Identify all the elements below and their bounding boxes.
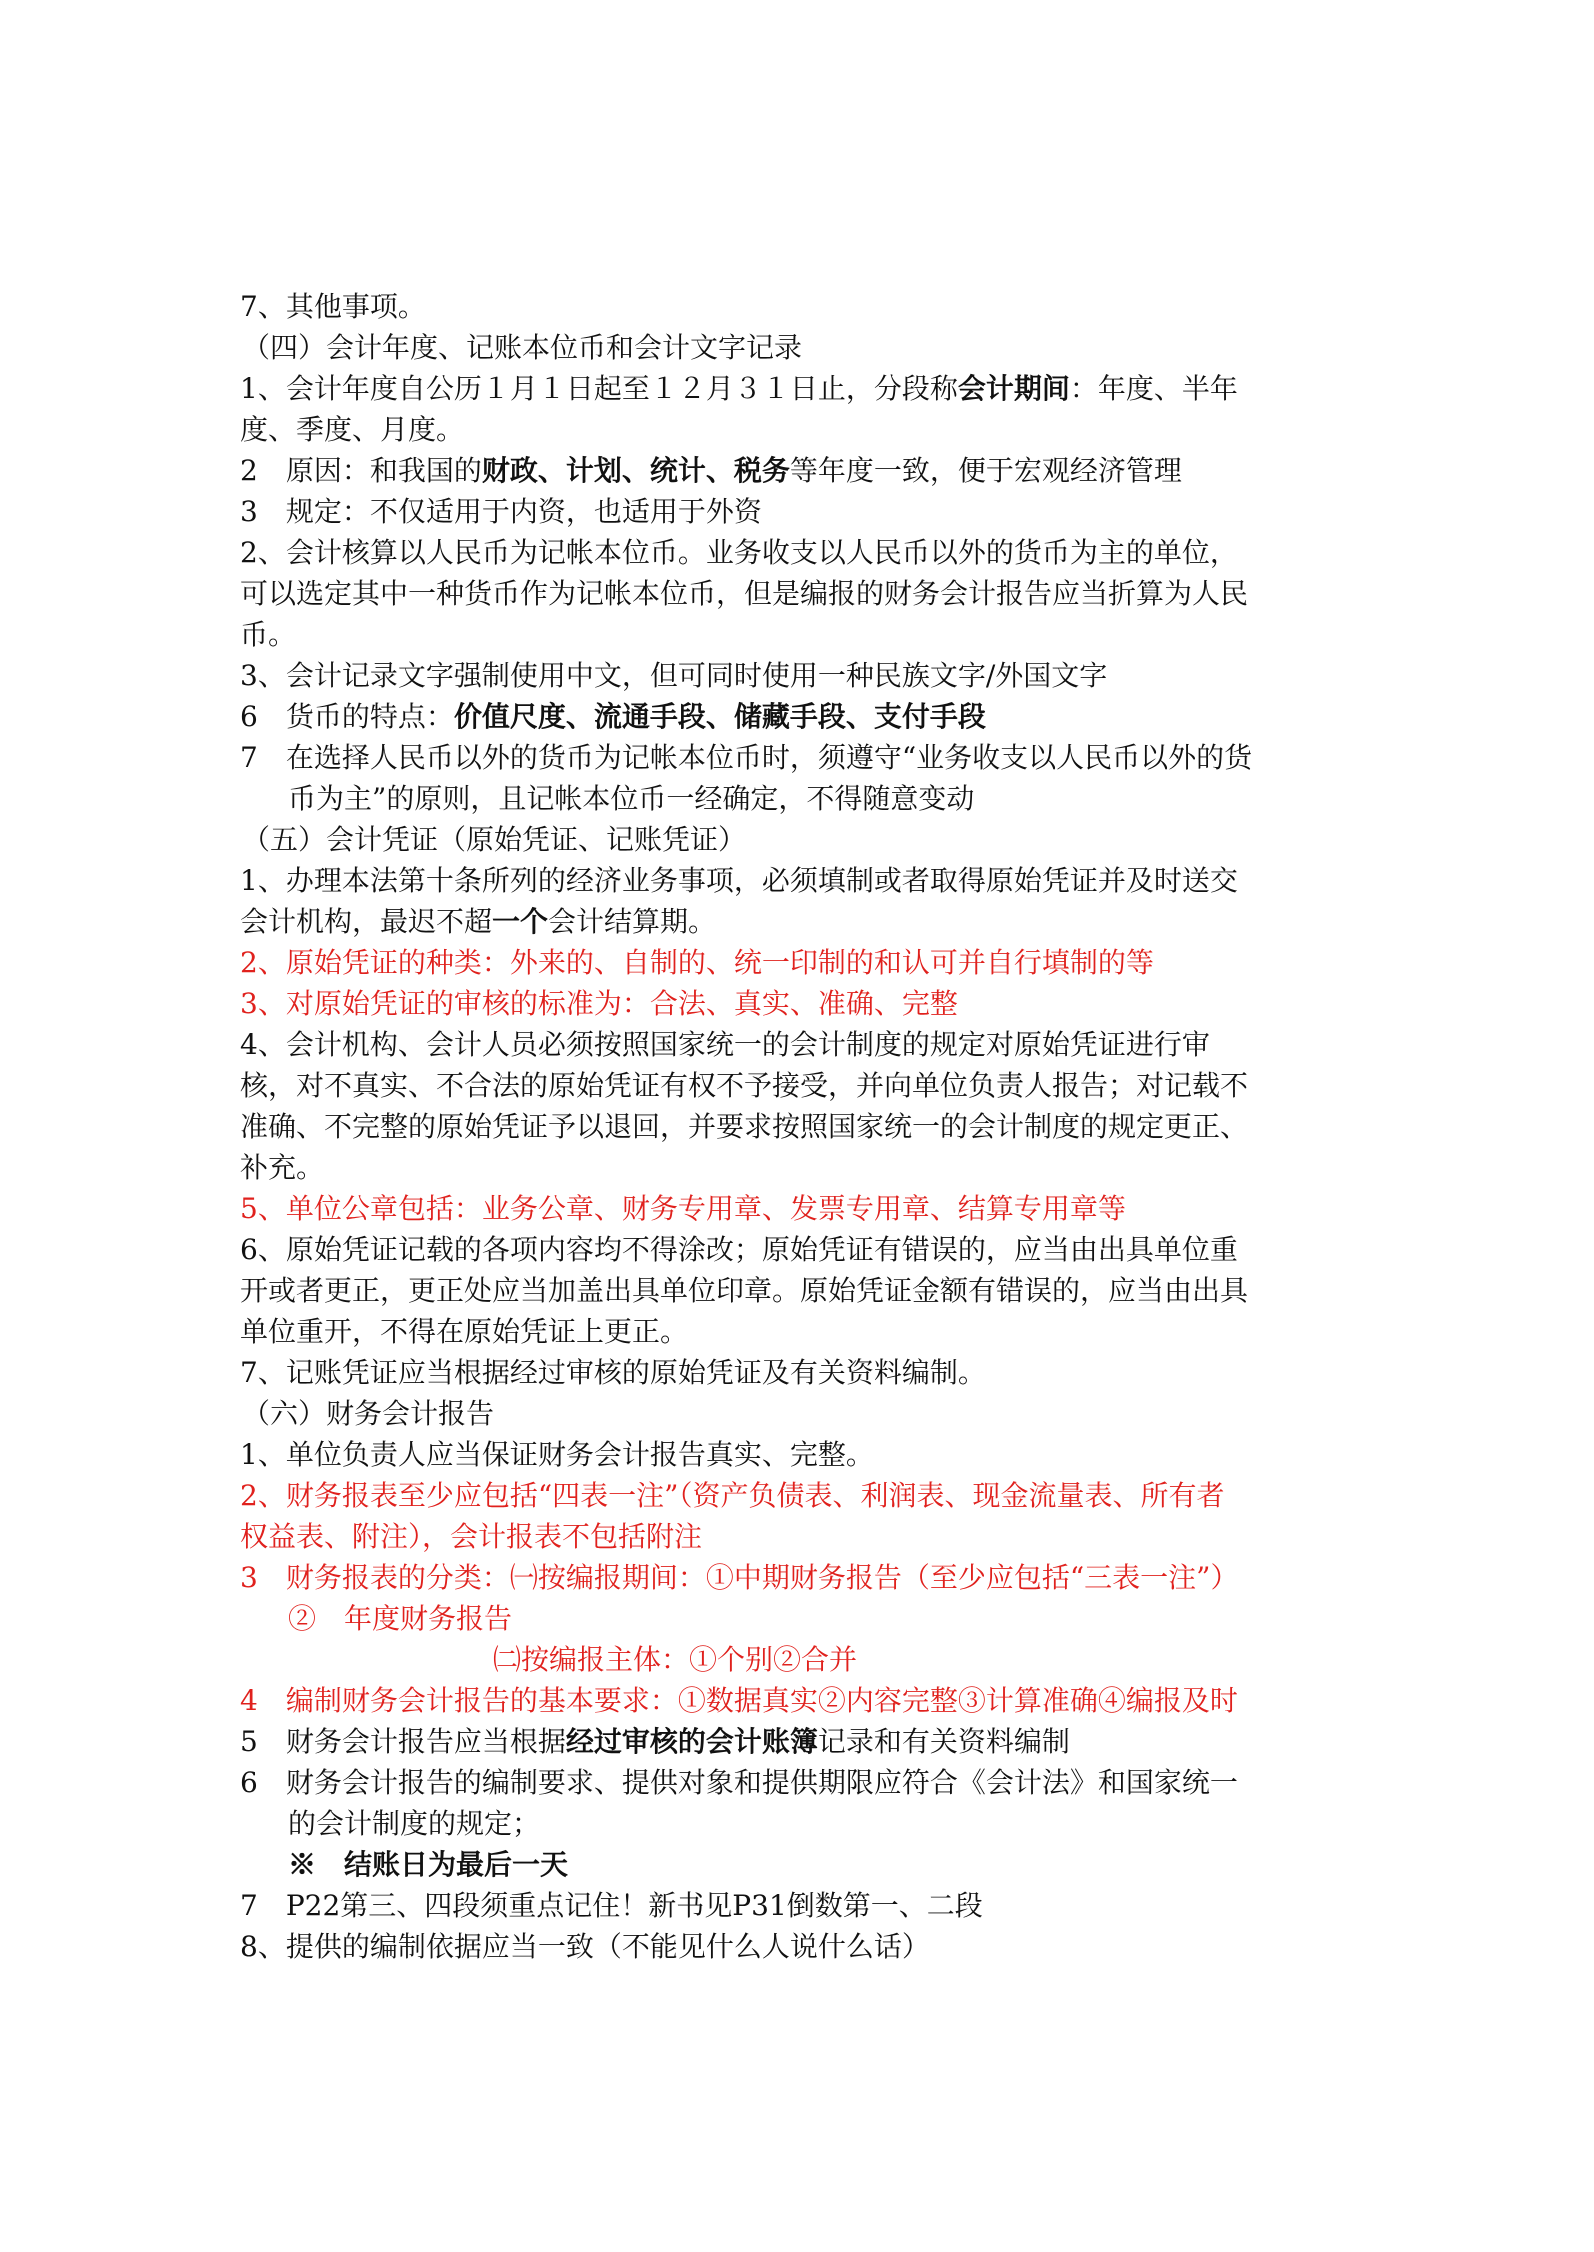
text-segment: 6 财务会计报告的编制要求、提供对象和提供期限应符合《会计法》和国家统一 [240, 1766, 1238, 1799]
text-segment: 2、原始凭证的种类：外来的、自制的、统一印制的和认可并自行填制的等 [240, 946, 1154, 979]
text-line [240, 1434, 1360, 1475]
text-segment: 7、记账凭证应当根据经过审核的原始凭证及有关资料编制。 [240, 1356, 986, 1389]
text-segment: 6 货币的特点： [240, 700, 454, 733]
text-line [240, 901, 1360, 942]
text-line [240, 1926, 1360, 1967]
text-segment: 3、会计记录文字强制使用中文，但可同时使用一种民族文字/外国文字 [240, 659, 1108, 692]
text-segment: 2、会计核算以人民币为记帐本位币。业务收支以人民币以外的货币为主的单位， [240, 536, 1238, 569]
text-line [240, 1229, 1360, 1270]
text-segment: 币为主”的原则，且记帐本位币一经确定，不得随意变动 [288, 782, 975, 815]
text-line [240, 409, 1360, 450]
text-line [240, 1844, 1360, 1885]
text-segment: 的会计制度的规定； [288, 1807, 541, 1840]
text-segment: 2、财务报表至少应包括“四表一注”（资产负债表、利润表、现金流量表、所有者 [240, 1479, 1225, 1512]
text-line [240, 655, 1360, 696]
text-segment: 3 规定：不仅适用于内资，也适用于外资 [240, 495, 762, 528]
text-line [240, 778, 1360, 819]
text-segment: 一个 [492, 905, 549, 938]
text-segment: 5、单位公章包括：业务公章、财务专用章、发票专用章、结算专用章等 [240, 1192, 1126, 1225]
text-segment: 补充。 [240, 1151, 325, 1184]
text-segment: 等年度一致，便于宏观经济管理 [789, 454, 1182, 487]
text-segment: 财政、计划、统计、税务 [481, 454, 790, 487]
text-line [240, 1475, 1360, 1516]
text-line [240, 614, 1360, 655]
text-segment: 经过审核的会计账簿 [565, 1725, 818, 1758]
text-segment: 7、其他事项。 [240, 290, 426, 323]
text-line [240, 737, 1360, 778]
text-segment: 8、提供的编制依据应当一致（不能见什么人说什么话） [240, 1930, 930, 1963]
text-line [240, 1680, 1360, 1721]
text-segment: 4、会计机构、会计人员必须按照国家统一的会计制度的规定对原始凭证进行审 [240, 1028, 1210, 1061]
text-line [240, 1352, 1360, 1393]
text-segment: 核，对不真实、不合法的原始凭证有权不予接受，并向单位负责人报告；对记载不 [240, 1069, 1249, 1102]
text-segment: 7 在选择人民币以外的货币为记帐本位币时，须遵守“业务收支以人民币以外的货 [240, 741, 1253, 774]
text-segment: 度、季度、月度。 [240, 413, 465, 446]
text-segment: 6、原始凭证记载的各项内容均不得涂改；原始凭证有错误的，应当由出具单位重 [240, 1233, 1238, 1266]
text-segment: （五）会计凭证（原始凭证、记账凭证） [242, 823, 747, 856]
text-line [240, 819, 1360, 860]
text-line [240, 1885, 1360, 1926]
text-line [240, 1639, 1360, 1680]
text-segment: 3 财务报表的分类：㈠按编报期间：①中期财务报告（至少应包括“三表一注”） [240, 1561, 1239, 1594]
text-segment: 1、单位负责人应当保证财务会计报告真实、完整。 [240, 1438, 874, 1471]
text-line [240, 983, 1360, 1024]
text-segment: 4 编制财务会计报告的基本要求：①数据真实②内容完整③计算准确④编报及时 [240, 1684, 1238, 1717]
text-segment: 准确、不完整的原始凭证予以退回，并要求按照国家统一的会计制度的规定更正、 [240, 1110, 1249, 1143]
text-line [240, 1598, 1360, 1639]
text-line [240, 1762, 1360, 1803]
document-body [240, 286, 1360, 1967]
text-segment: 可以选定其中一种货币作为记帐本位币，但是编报的财务会计报告应当折算为人民 [240, 577, 1249, 610]
text-segment: 3、对原始凭证的审核的标准为：合法、真实、准确、完整 [240, 987, 958, 1020]
text-segment: 记录和有关资料编制 [817, 1725, 1070, 1758]
text-segment: 单位重开，不得在原始凭证上更正。 [240, 1315, 689, 1348]
text-line [240, 860, 1360, 901]
text-line [240, 942, 1360, 983]
text-line [240, 1803, 1360, 1844]
text-segment: （四）会计年度、记账本位币和会计文字记录 [242, 331, 803, 364]
text-segment: ② 年度财务报告 [288, 1602, 513, 1635]
text-segment: 7 P22第三、四段须重点记住！新书见P31倒数第一、二段 [240, 1889, 983, 1922]
text-line [240, 327, 1360, 368]
text-line [240, 1311, 1360, 1352]
text-segment: 权益表、附注），会计报表不包括附注 [240, 1520, 703, 1553]
text-segment: 开或者更正，更正处应当加盖出具单位印章。原始凭证金额有错误的，应当由出具 [240, 1274, 1249, 1307]
text-line [240, 1024, 1360, 1065]
text-segment: ※ 结账日为最后一天 [288, 1848, 569, 1881]
text-line [240, 1270, 1360, 1311]
text-segment: 会计结算期。 [548, 905, 717, 938]
text-line [240, 1147, 1360, 1188]
text-segment: 会计期间 [957, 372, 1070, 405]
text-line [240, 1721, 1360, 1762]
text-line [240, 532, 1360, 573]
text-segment: 会计机构，最迟不超 [240, 905, 493, 938]
text-line [240, 450, 1360, 491]
text-line [240, 1188, 1360, 1229]
text-segment: ：年度、半年 [1069, 372, 1238, 405]
text-line [240, 286, 1360, 327]
text-line [240, 368, 1360, 409]
text-segment: ㈡按编报主体：①个别②合并 [493, 1643, 858, 1676]
text-line [240, 1557, 1360, 1598]
text-segment: 价值尺度、流通手段、储藏手段、支付手段 [453, 700, 986, 733]
text-line [240, 1393, 1360, 1434]
text-segment: 1、会计年度自公历１月１日起至１２月３１日止，分段称 [240, 372, 958, 405]
text-line [240, 1065, 1360, 1106]
text-segment: 1、办理本法第十条所列的经济业务事项，必须填制或者取得原始凭证并及时送交 [240, 864, 1238, 897]
text-segment: （六）财务会计报告 [242, 1397, 495, 1430]
text-segment: 5 财务会计报告应当根据 [240, 1725, 566, 1758]
text-line [240, 1106, 1360, 1147]
text-segment: 2 原因：和我国的 [240, 454, 482, 487]
text-line [240, 1516, 1360, 1557]
text-line [240, 696, 1360, 737]
text-line [240, 573, 1360, 614]
text-segment: 币。 [240, 618, 297, 651]
text-line [240, 491, 1360, 532]
